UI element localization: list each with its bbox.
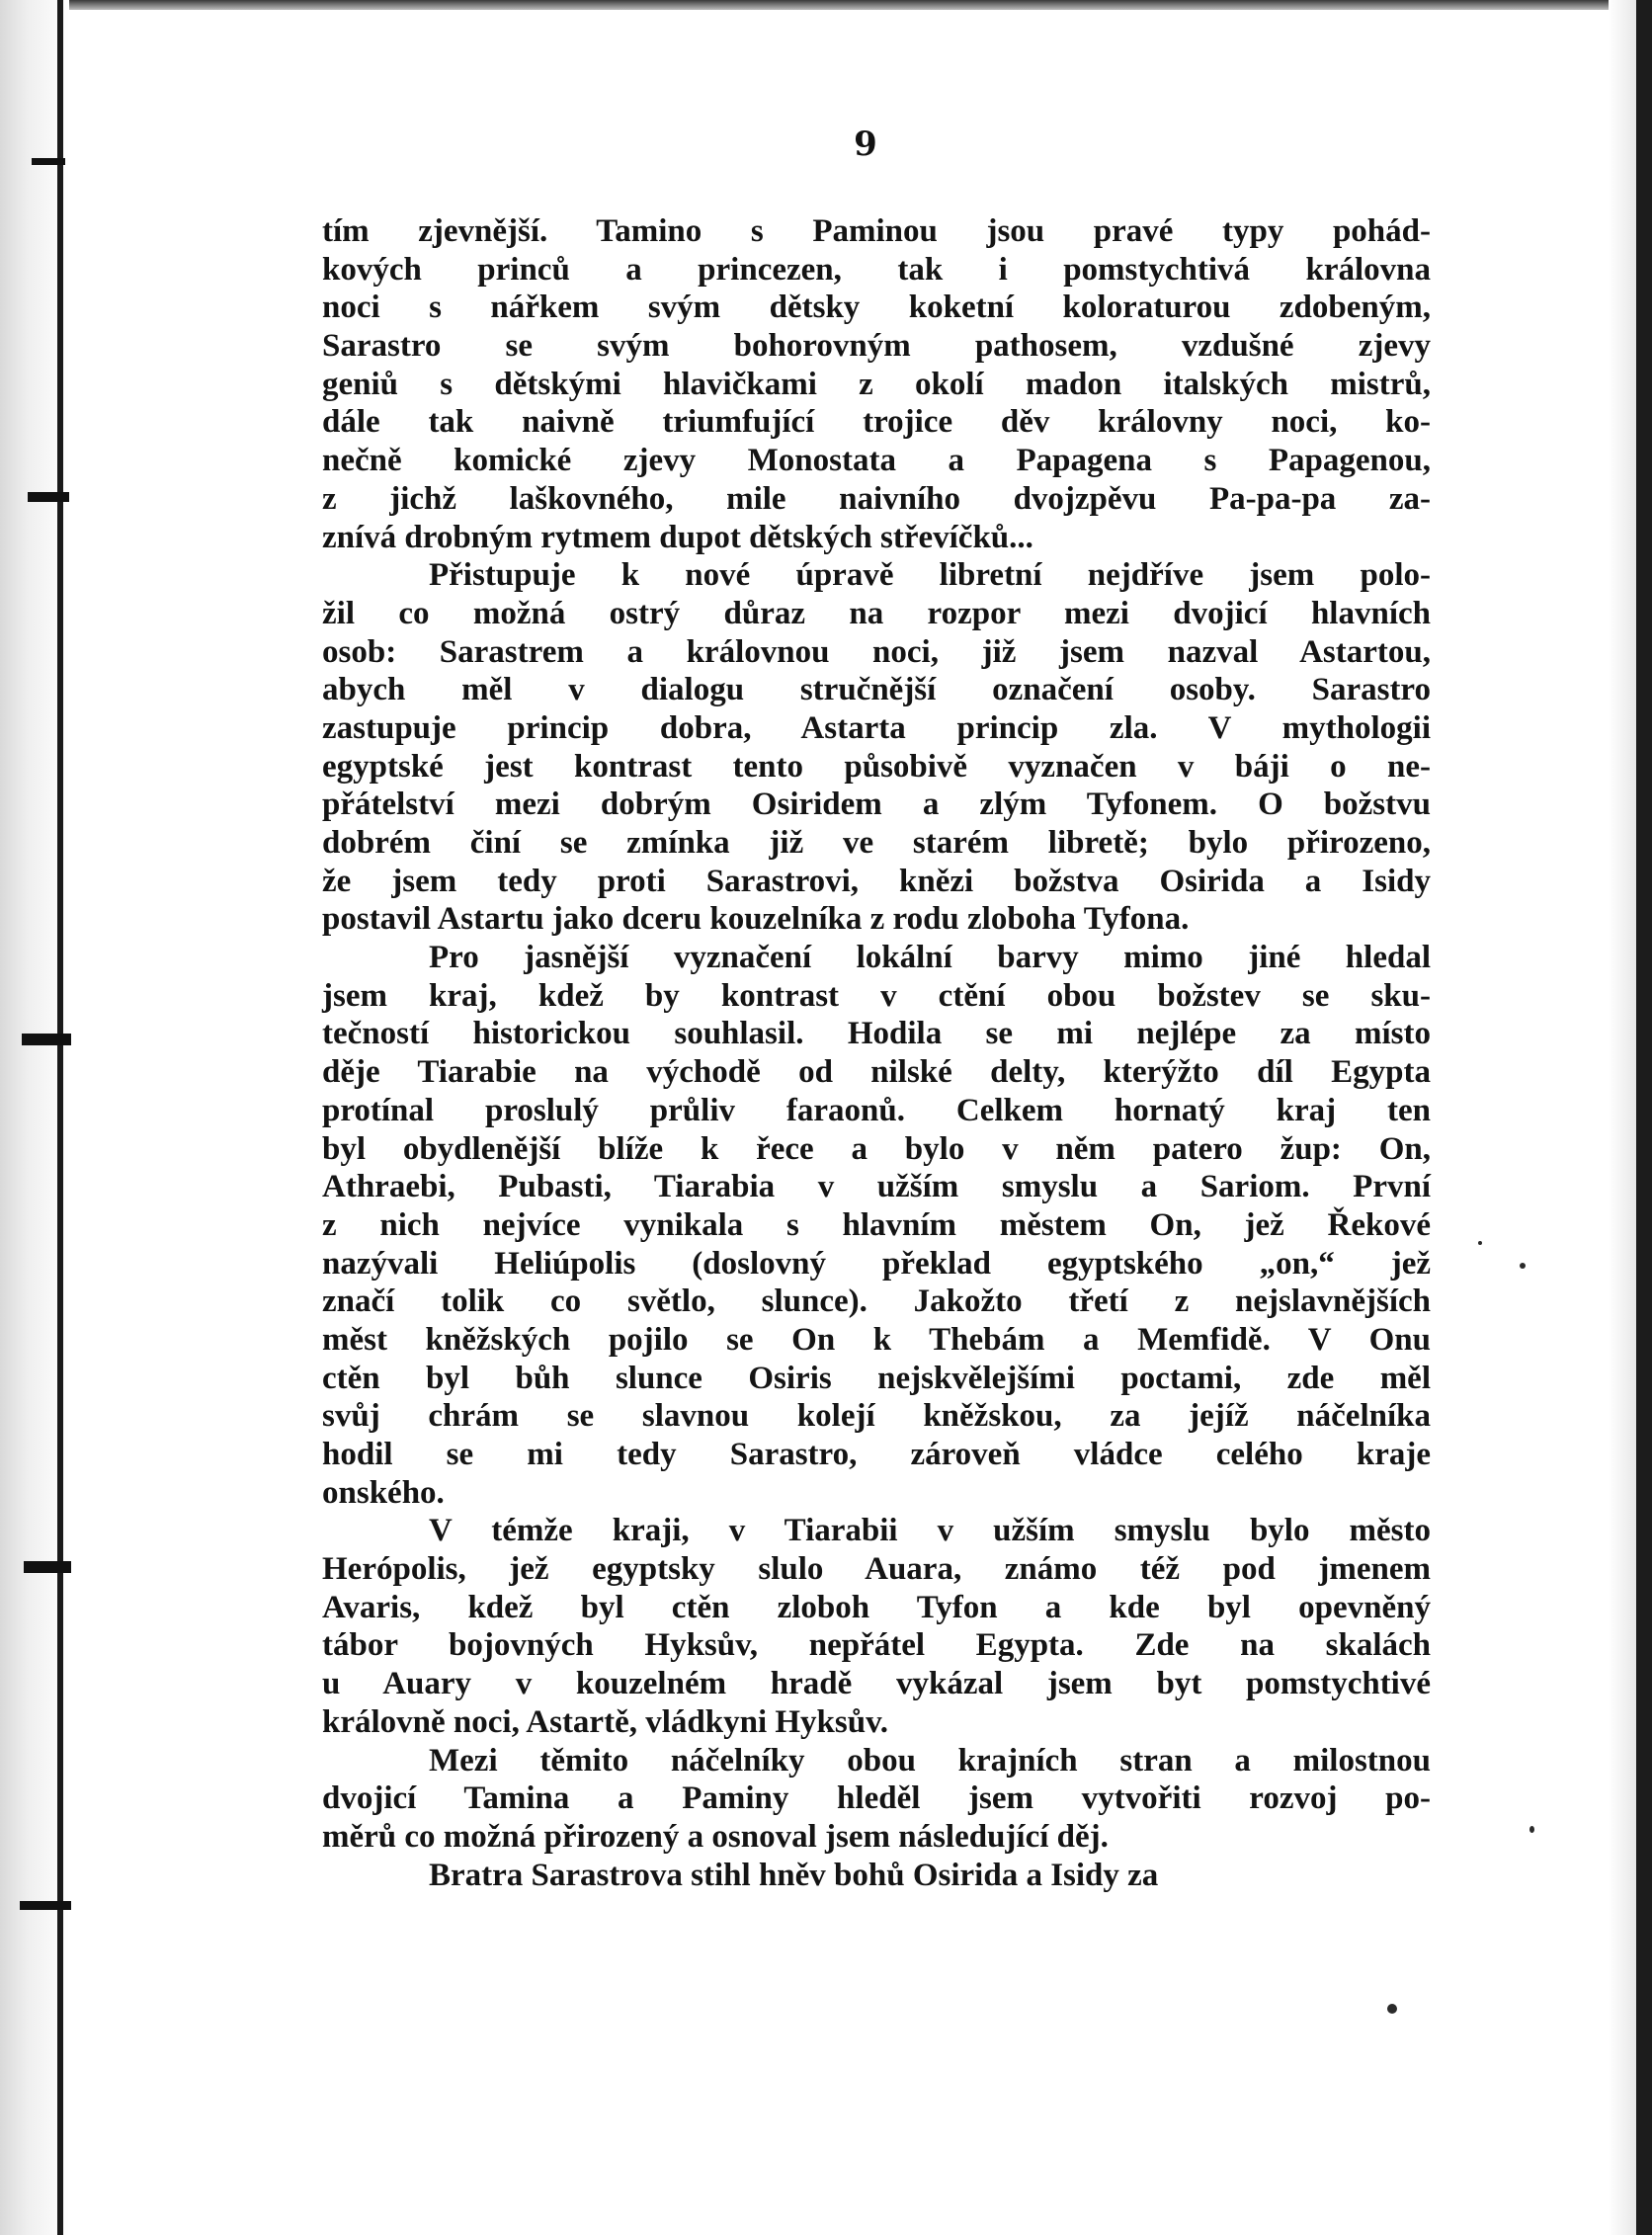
text-line: Athraebi, Pubasti, Tiarabia v užším smyslu a Sariom. První	[322, 1169, 1431, 1205]
text-line: Bratra Sarastrova stihl hněv bohů Osirida a Isidy za	[429, 1857, 1159, 1893]
text-line: Herópolis, jež egyptsky slulo Auara, známo též pod jmenem	[322, 1551, 1431, 1588]
paragraph	[322, 212, 1431, 556]
text-line: přátelství mezi dobrým Osiridem a zlým Tyfonem. O božstvu	[322, 786, 1431, 823]
binding-mark	[22, 1034, 71, 1045]
text-line: dále tak naivně triumfující trojice děv královny noci, ko-	[322, 404, 1431, 441]
paragraph	[322, 1512, 1431, 1741]
binding-mark	[24, 1561, 71, 1573]
text-line: Avaris, kdež byl ctěn zloboh Tyfon a kde byl opevněný	[322, 1589, 1431, 1625]
text-line: geniů s dětskými hlavičkami z okolí madon italských mistrů,	[322, 366, 1431, 402]
text-line: ctěn byl bůh slunce Osiris nejskvělejšími poctami, zde měl	[322, 1360, 1431, 1396]
binding-mark	[28, 492, 69, 502]
body-text	[322, 212, 1431, 1894]
text-line: postavil Astartu jako dceru kouzelníka z rodu zloboha Tyfona.	[322, 901, 1190, 938]
text-line: V témže kraji, v Tiarabii v užším smyslu bylo město	[429, 1513, 1431, 1549]
text-line: Přistupuje k nové úpravě libretní nejdříve jsem polo-	[429, 557, 1431, 594]
text-line: že jsem tedy proti Sarastrovi, knězi božstva Osirida a Isidy	[322, 863, 1431, 899]
binding-line	[57, 0, 63, 2235]
text-line: tečností historickou souhlasil. Hodila se mi nejlépe za místo	[322, 1016, 1431, 1052]
text-line: zastupuje princip dobra, Astarta princip zla. V mythologii	[322, 709, 1431, 746]
page-number: 9	[854, 124, 877, 164]
text-line: královně noci, Astartě, vládkyni Hyksův.	[322, 1703, 889, 1740]
text-line: děje Tiarabie na východě od nilské delty, kterýžto díl Egypta	[322, 1054, 1431, 1091]
text-line: nazývali Heliúpolis (doslovný překlad egyptského „on,“ jež	[322, 1245, 1431, 1282]
text-line: z nich nejvíce vynikala s hlavním městem On, jež Řekové	[322, 1206, 1431, 1243]
text-line: měrů co možná přirozený a osnoval jsem následující děj.	[322, 1818, 1109, 1855]
text-line: měst kněžských pojilo se On k Thebám a Memfidě. V Onu	[322, 1321, 1431, 1358]
dust-speck	[1478, 1241, 1482, 1245]
text-line: znívá drobným rytmem dupot dětských střevíčků...	[322, 519, 1033, 555]
text-line: onského.	[322, 1474, 445, 1511]
right-scan-edge	[1636, 0, 1652, 2235]
text-line: kových princů a princezen, tak i pomstychtivá královna	[322, 251, 1431, 288]
right-page-shadow	[1609, 0, 1636, 2235]
dust-speck	[1520, 1263, 1526, 1269]
text-line: Mezi těmito náčelníky obou krajních stran a milostnou	[429, 1742, 1431, 1779]
binding-mark	[20, 1901, 71, 1910]
text-line: dobrém činí se zmínka již ve starém libretě; bylo přirozeno,	[322, 825, 1431, 861]
paragraph	[322, 556, 1431, 939]
text-line: hodil se mi tedy Sarastro, zároveň vládce celého kraje	[322, 1437, 1431, 1472]
text-line: protínal proslulý průliv faraonů. Celkem hornatý kraj ten	[322, 1092, 1431, 1128]
top-scan-edge	[59, 0, 1652, 10]
text-line: tím zjevnější. Tamino s Paminou jsou pravé typy pohád-	[322, 213, 1431, 249]
text-line: dvojicí Tamina a Paminy hleděl jsem vytvořiti rozvoj po-	[322, 1780, 1431, 1817]
text-line: nečně komické zjevy Monostata a Papagena s Papagenou,	[322, 443, 1431, 479]
dust-speck	[1387, 2004, 1397, 2014]
text-line: Pro jasnější vyznačení lokální barvy mimo jiné hledal	[429, 940, 1431, 976]
paragraph	[322, 939, 1431, 1512]
text-line: u Auary v kouzelném hradě vykázal jsem byt pomstychtivé	[322, 1666, 1431, 1702]
text-line: tábor bojovných Hyksův, nepřátel Egypta. Zde na skalách	[322, 1627, 1431, 1664]
dust-speck	[1529, 1826, 1534, 1833]
paragraph	[322, 1742, 1431, 1857]
text-line: žil co možná ostrý důraz na rozpor mezi dvojicí hlavních	[322, 595, 1431, 631]
text-line: svůj chrám se slavnou kolejí kněžskou, za jejíž náčelníka	[322, 1398, 1431, 1435]
text-line: osob: Sarastrem a královnou noci, již jsem nazval Astartou,	[322, 633, 1431, 670]
text-line: Sarastro se svým bohorovným pathosem, vzdušné zjevy	[322, 328, 1431, 365]
text-line: abych měl v dialogu stručnější označení osoby. Sarastro	[322, 672, 1431, 708]
paragraph	[322, 1857, 1431, 1895]
text-line: jsem kraj, kdež by kontrast v ctění obou božstev se sku-	[322, 977, 1431, 1014]
text-line: byl obydlenější blíže k řece a bylo v něm patero žup: On,	[322, 1130, 1431, 1167]
text-line: značí tolik co světlo, slunce). Jakožto třetí z nejslavnějších	[322, 1283, 1431, 1320]
text-line: noci s nářkem svým dětsky koketní koloraturou zdobeným,	[322, 290, 1431, 326]
text-line: egyptské jest kontrast tento působivě vyznačen v báji o ne-	[322, 748, 1431, 785]
text-line: z jichž laškovného, mile naivního dvojzpěvu Pa-pa-pa za-	[322, 480, 1431, 517]
